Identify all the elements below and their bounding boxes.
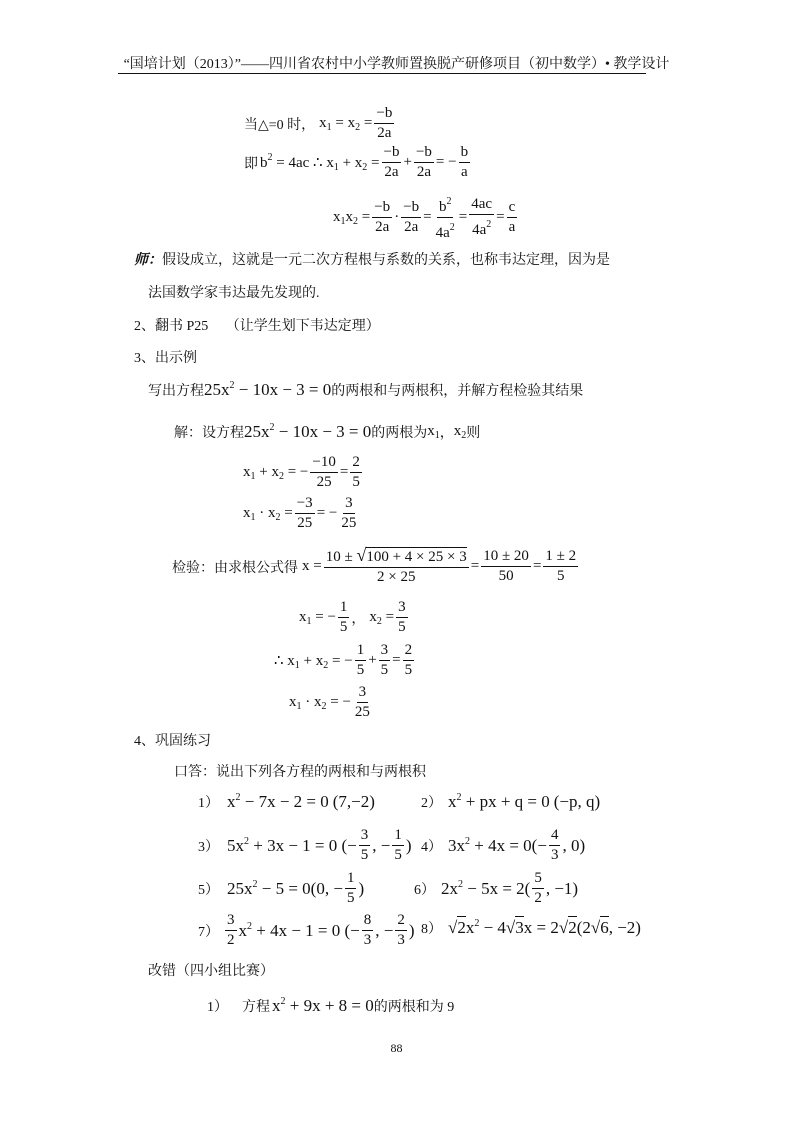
check-prefix: 检验：由求根公式得 <box>172 560 298 576</box>
formula-check-sum: ∴ $x_1 + x_2$ = − $\frac{1}{5}$ + $\frac{3}{5}$ = $\frac{2}{5}$ <box>274 642 413 678</box>
example-suffix: 的两根和与两根积，并解方程检验其结果 <box>331 384 584 399</box>
teacher-line-1: 假设成立，这就是一元二次方程根与系数的关系，也称韦达定理，因为是 <box>162 253 610 268</box>
exercise-number: 5） <box>198 882 219 898</box>
text-delta-zero: 当△=0 时， <box>244 117 316 133</box>
exercise-2: 2） $x^2$ + px + q = 0 (−p, q) <box>421 792 601 811</box>
exercise-4: 4） $3x^2 + 4x = 0(-$ $\frac{4}{3}$ , 0) <box>421 827 586 863</box>
teacher-label: 师： <box>134 253 162 268</box>
formula-example-sum: $x_1 + x_2$ = − $\frac{-10}{25}$ = $\frac{2}{5}$ <box>243 454 360 490</box>
header-rule <box>118 73 646 74</box>
formula-check-product: $x_1 \cdot x_2$ = − $\frac{3}{25}$ <box>289 684 370 720</box>
correction-text-a: 方程 <box>242 1000 270 1015</box>
example-statement: 写出方程 $25x^2 - 10x - 3 = 0$ 的两根和与两根积，并解方程检验其结果 <box>148 380 584 399</box>
exercise-5: 5） $25x^2 - 5 = 0(0$, − $\frac{1}{5}$ ) <box>198 870 365 906</box>
oral-instruction: 口答：说出下列各方程的两根和与两根积 <box>174 765 426 780</box>
solve-end: 则 <box>466 426 481 441</box>
page-number: 88 <box>390 1041 403 1055</box>
exercise-3: 3） $5x^2 + 3x - 1 = 0$ (− $\frac{3}{5}$ , − $\frac{1}{5}$ ) <box>198 827 412 863</box>
solution-intro: 解：设方程 $25x^2 - 10x - 3 = 0$ 的两根为 $x_1$ ， $x_2$ 则 <box>174 422 481 441</box>
exercise-number: 6） <box>414 882 435 898</box>
formula-check: 检验：由求根公式得 x = $\frac{10 \pm √100 + 4 \times 25 \times 3}{2 \times 25}$ = $\frac{10 \pm 20}{50}$ = $\frac{1 \pm 2}{5}$ <box>172 545 577 585</box>
correction-text-b: 的两根和为 9 <box>373 1000 455 1015</box>
exercise-7: 7） $\frac{3}{2}$ $x^2 + 4x - 1 = 0$ (− $\frac{8}{3}$ , − $\frac{2}{3}$ ) <box>198 912 415 948</box>
exercise-number: 1） <box>198 796 219 811</box>
formula-product-roots: $x_1x_2$ = $\frac{-b}{2a}$ · $\frac{-b}{2a}$ = $\frac{b^2}{4a^2}$ = $\frac{4ac}{4a^2}$ = $\frac{c}{a}$ <box>333 192 519 243</box>
formula-sum-roots: 即 $b^2 = 4ac$ ∴ $x_1 + x_2$ = $\frac{-b}{2a}$ + $\frac{-b}{2a}$ = − $\frac{b}{a}$ <box>244 144 469 180</box>
correction-number: 1） <box>207 1000 228 1015</box>
exercise-number: 4） <box>421 839 442 855</box>
formula-delta-zero: 当△=0 时， $x_1 = x_2$ = $\frac{-b}{2a}$ <box>244 105 393 141</box>
example-prefix: 写出方程 <box>148 384 204 399</box>
teacher-line-2: 法国数学家韦达最先发现的. <box>148 286 320 301</box>
correction-1: 1） 方程 $x^2 + 9x + 8 = 0$ 的两根和为 9 <box>207 996 455 1015</box>
exercise-1: 1） $x^2 - 7x - 2 = 0$ (7,−2) <box>198 792 375 811</box>
formula-example-product: $x_1 \cdot x_2$ = $\frac{-3}{25}$ = − $\frac{3}{25}$ <box>243 495 357 531</box>
exercise-8: 8） $√2x^2 - 4√3x = 2√2(2√6$, −2) <box>421 918 641 937</box>
exercise-number: 2） <box>421 796 442 811</box>
exercise-number: 7） <box>198 924 219 940</box>
item-2: 2、翻书 P25 （让学生划下韦达定理） <box>134 319 380 334</box>
correction-heading: 改错（四小组比赛） <box>148 964 274 979</box>
exercise-answer: (−p, q) <box>553 792 601 811</box>
text-ji: 即 <box>244 156 258 172</box>
solve-prefix: 解：设方程 <box>174 426 244 441</box>
exercise-6: 6） $2x^2 - 5x = 2$( $\frac{5}{2}$ , −1) <box>414 870 579 906</box>
formula-roots: $x_1$ = − $\frac{1}{5}$ ， $x_2$ = $\frac{3}{5}$ <box>299 599 406 635</box>
page-header: “国培计划（2013）”——四川省农村中小学教师置换脱产研修项目（初中数学）• 教学设计 <box>123 57 670 72</box>
item-4: 4、巩固练习 <box>134 734 211 749</box>
fraction: $\frac{-b}{2a}$ <box>376 105 393 141</box>
exercise-number: 3） <box>198 839 219 855</box>
solve-mid: 的两根为 <box>371 426 428 441</box>
exercise-number: 8） <box>421 922 442 937</box>
exercise-answer: (7,−2) <box>332 792 375 811</box>
item-3: 3、出示例 <box>134 351 197 366</box>
teacher-statement <box>134 249 610 269</box>
